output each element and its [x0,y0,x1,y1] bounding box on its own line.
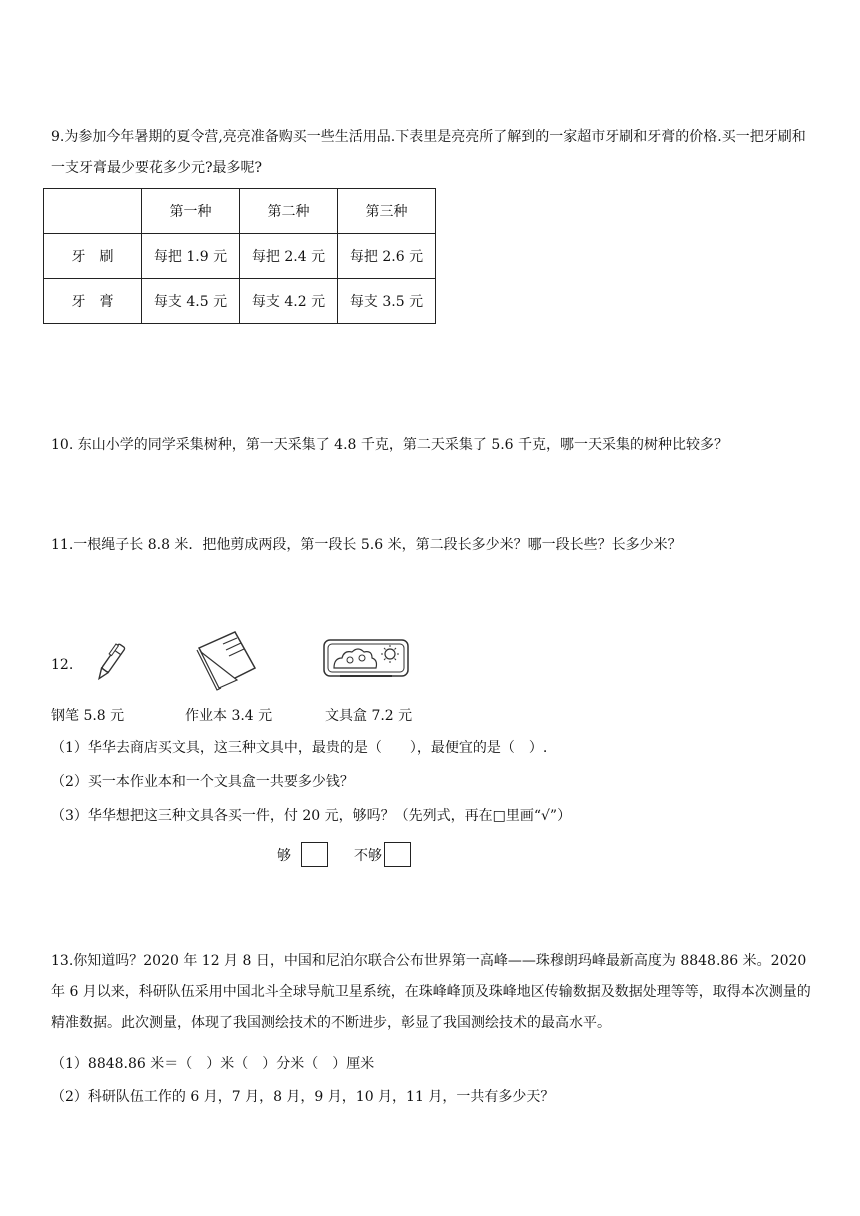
not-enough-label: 不够 [354,848,382,864]
table-header-cell: 第二种 [240,189,338,234]
table-cell: 每支 3.5 元 [338,279,436,324]
enough-checkbox[interactable] [301,842,328,867]
not-enough-checkbox[interactable] [384,842,411,867]
item-price: 3.4 元 [231,708,273,724]
table-cell: 每支 4.2 元 [240,279,338,324]
item-name: 作业本 [185,708,227,724]
question-11-text: 11.一根绳子长 8.8 米．把他剪成两段，第一段长 5.6 米，第二段长多少米？哪一段长些？长多少米？ [51,537,682,553]
pen-icon [90,640,130,686]
table-cell: 牙 刷 [44,234,142,279]
question-12-sub2: （2）买一本作业本和一个文具盒一共要多少钱？ [51,774,354,790]
item-label-notebook [185,707,272,725]
question-9-text: 9.为参加今年暑期的夏令营,亮亮准备购买一些生活用品.下表里是亮亮所了解到的一家超市牙刷和牙膏的价格.买一把牙刷和一支牙膏最少要花多少元?最多呢? [51,129,806,176]
question-13-sub2: （2）科研队伍工作的 6 月，7 月，8 月，9 月，10 月，11 月，一共有多少天？ [51,1089,555,1105]
enough-label: 够 [277,848,291,864]
table-cell: 每把 2.4 元 [240,234,338,279]
item-label-pen [51,707,124,725]
question-10-text: 10. 东山小学的同学采集树种，第一天采集了 4.8 千克，第二天采集了 5.6 千克，哪一天采集的树种比较多？ [51,437,729,453]
price-table [43,188,436,324]
table-cell: 每把 1.9 元 [142,234,240,279]
question-12-number: 12. [51,657,74,673]
table-row [44,234,436,279]
table-cell: 牙 膏 [44,279,142,324]
item-name: 钢笔 [51,708,79,724]
item-price: 7.2 元 [371,708,413,724]
table-header-cell: 第三种 [338,189,436,234]
question-13-sub1: （1）8848.86 米＝（ ）米（ ）分米（ ）厘米 [51,1056,375,1072]
item-label-pencil-case [325,707,412,725]
table-header-cell: 第一种 [142,189,240,234]
table-cell: 每把 2.6 元 [338,234,436,279]
item-name: 文具盒 [325,708,367,724]
item-price: 5.8 元 [83,708,125,724]
table-header-row [44,189,436,234]
pencil-case-icon [320,634,412,684]
question-12-sub1: （1）华华去商店买文具，这三种文具中，最贵的是（ ），最便宜的是（ ）. [51,740,548,756]
table-row [44,279,436,324]
table-header-cell [44,189,142,234]
question-12-sub3: （3）华华想把这三种文具各买一件，付 20 元，够吗？（先列式，再在□里画“√”） [51,808,572,824]
question-13-text: 13.你知道吗？2020 年 12 月 8 日，中国和尼泊尔联合公布世界第一高峰——珠穆朗玛峰最新高度为 8848.86 米。2020 年 6 月以来，科研队伍采用中国北斗全球导航卫星系统，在珠峰峰顶及珠峰地区传输数据及数据处理等等，取得本次测量的精准数据。此次测量，体现了我国测绘技术的不断进步，彰显了我国测绘技术的最高水平。 [51,953,811,1031]
notebook-icon [193,628,261,692]
table-cell: 每支 4.5 元 [142,279,240,324]
